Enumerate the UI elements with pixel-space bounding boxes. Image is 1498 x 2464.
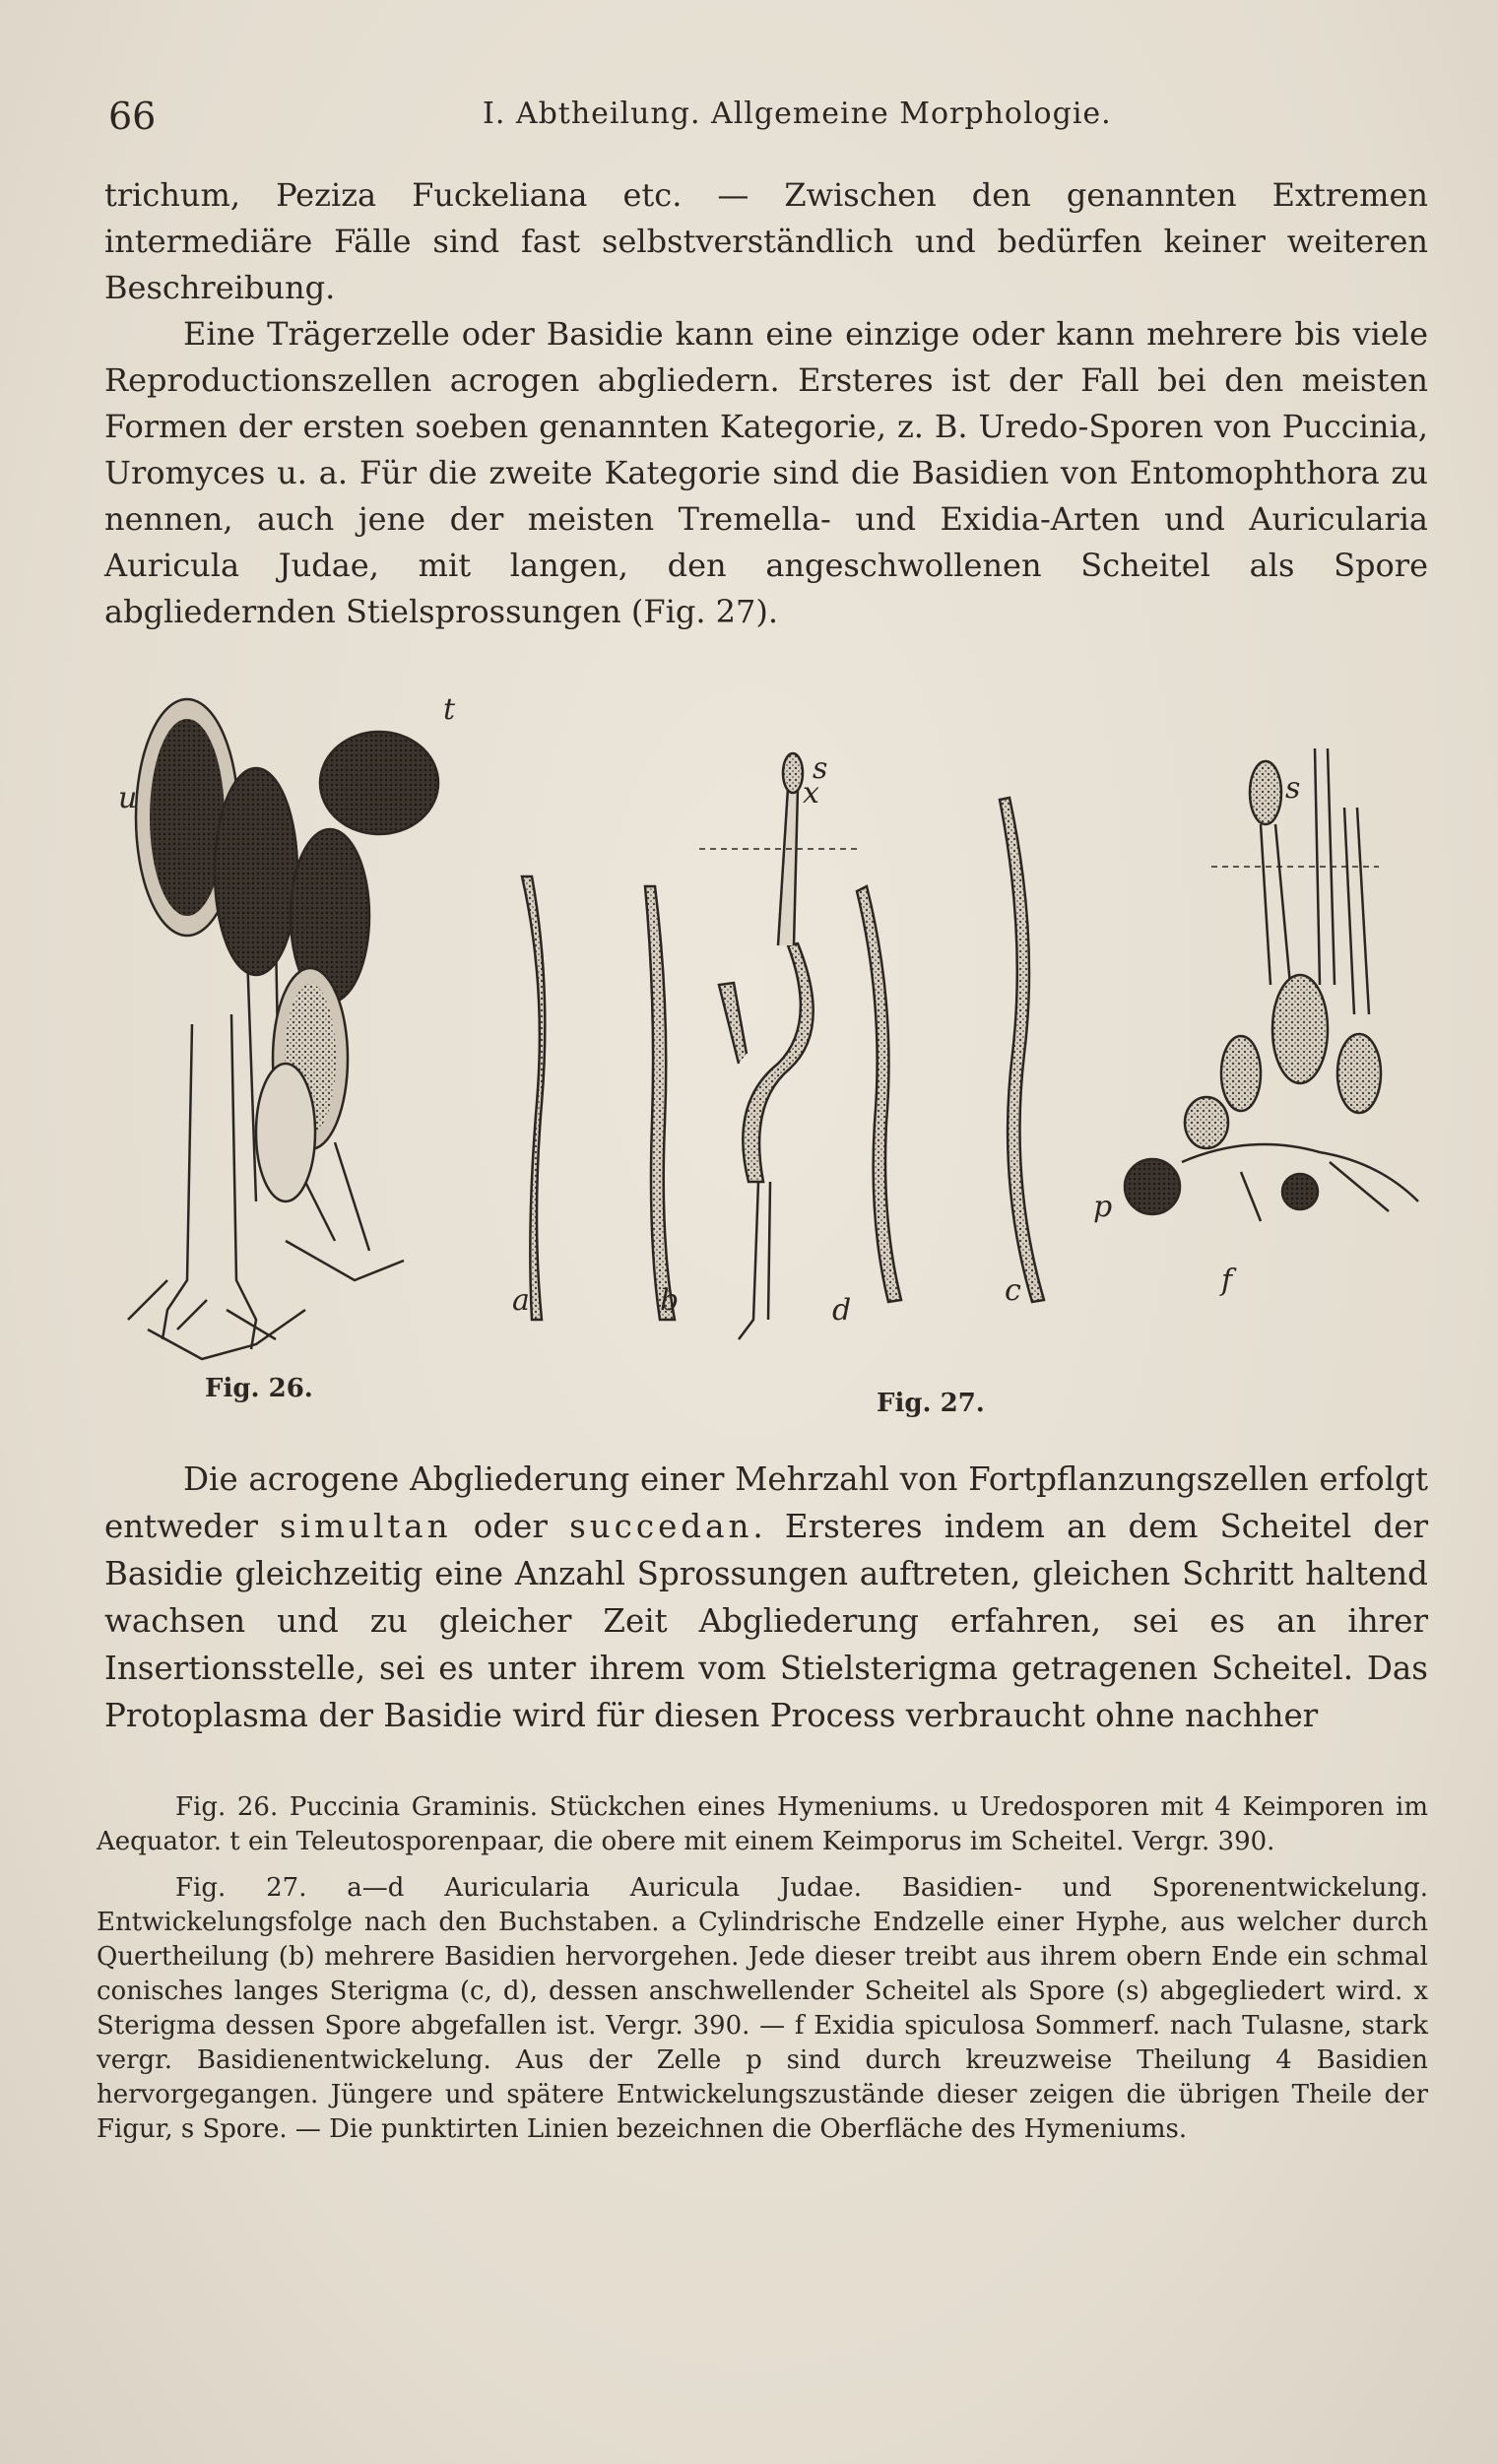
- running-head: [108, 87, 1428, 146]
- fig27-letter-s: s: [813, 751, 828, 786]
- term-simultan: simultan: [280, 1508, 452, 1545]
- caption-fig27: Fig. 27. a—d Auricularia Auricula Judae. Basidien- und Sporenentwickelung. Entwickelungsfolge nach den Buchstaben. a Cylindrische Endzelle einer Hyphe, aus welcher durch Quertheilung (b) mehrere Basidien hervorgehen. Jede dieser treibt aus ihrem obern Ende ein schmal conisches langes Sterigma (c, d), dessen anschwellender Scheitel als Spore (s) abgegliedert wird. x Sterigma dessen Spore abgefallen ist. Vergr. 390. — f Exidia spiculosa Sommerf. nach Tulasne, stark vergr. Basidienentwickelung. Aus der Zelle p sind durch kreuzweise Theilung 4 Basidien hervorgegangen. Jüngere und spätere Entwickelungszustände dieser zeigen die übrigen Theile der Figur, s Spore. — Die punktirten Linien bezeichnen die Oberfläche des Hymeniums.: [97, 1873, 1428, 2144]
- fig27-letter-p: p: [1093, 1190, 1113, 1224]
- fig26-drawing: [128, 699, 438, 1359]
- fig27-letter-x: x: [803, 776, 819, 811]
- fig27-letter-c: c: [1005, 1273, 1021, 1308]
- fig26-letter-u: u: [118, 781, 138, 815]
- term-succedan: succedan: [569, 1508, 753, 1545]
- figure-area: [108, 689, 1428, 1428]
- fig27-letter-a: a: [512, 1283, 530, 1318]
- paragraph-acrogene-rest: . Ersteres indem an dem Scheitel der Basidie gleichzeitig eine Anzahl Sprossungen auftreten, gleichen Schritt haltend wachsen und zu gleicher Zeit Abgliederung erfahren, sei es an ihrer Insertionsstelle, sei es unter ihrem vom Stielsterigma getragenen Scheitel. Das Protoplasma der Basidie wird für diesen Process verbraucht ohne nachher: [104, 1508, 1428, 1734]
- fig27-letter-f: f: [1221, 1264, 1233, 1298]
- paragraph-continuation: trichum, Peziza Fuckeliana etc. — Zwischen den genannten Extremen intermediäre Fälle sind fast selbstverständlich und bedürfen keiner weiteren Beschreibung.: [104, 176, 1428, 306]
- paragraph-acrogene: [104, 1456, 1428, 1739]
- body-text-bottom: [104, 1456, 1428, 1739]
- caption-fig26: Fig. 26. Puccinia Graminis. Stückchen eines Hymeniums. u Uredosporen mit 4 Keimporen im Aequator. t ein Teleutosporenpaar, die obere mit einem Keimporus im Scheitel. Vergr. 390.: [97, 1792, 1428, 1856]
- fig27-f-drawing: [1125, 748, 1418, 1221]
- fig27-letter-d: d: [832, 1293, 852, 1328]
- figure-illustration: [108, 689, 1428, 1428]
- fig26-label: Fig. 26.: [205, 1374, 313, 1403]
- paragraph-acrogene-start: Die acrogene Abgliederung einer Mehrzahl von Fortpflanzungszellen erfolgt entweder: [104, 1460, 1428, 1545]
- fig27-letter-b: b: [660, 1283, 680, 1318]
- fig27-label: Fig. 27.: [877, 1389, 985, 1418]
- header-title: I. Abtheilung. Allgemeine Morphologie.: [483, 97, 1112, 131]
- figure-captions: [97, 1790, 1428, 2159]
- paragraph-basidie: Eine Trägerzelle oder Basidie kann eine einzige oder kann mehrere bis viele Reproductionszellen acrogen abgliedern. Ersteres ist der Fall bei den meisten Formen der ersten soeben genannten Kategorie, z. B. Uredo-Sporen von Puccinia, Uromyces u. a. Für die zweite Kategorie sind die Basidien von Entomophthora zu nennen, auch jene der meisten Tremella- und Exidia-Arten und Auricularia Auricula Judae, mit langen, den angeschwollenen Scheitel als Spore abgliedernden Stielsprossungen (Fig. 27).: [104, 315, 1428, 630]
- word-oder: oder: [451, 1508, 570, 1545]
- body-text-top: [104, 172, 1428, 635]
- fig27-abcd-drawing: [522, 753, 1044, 1339]
- fig26-letter-t: t: [443, 692, 456, 727]
- fig27-letter-s-f: s: [1285, 771, 1301, 806]
- page-number: 66: [108, 95, 157, 138]
